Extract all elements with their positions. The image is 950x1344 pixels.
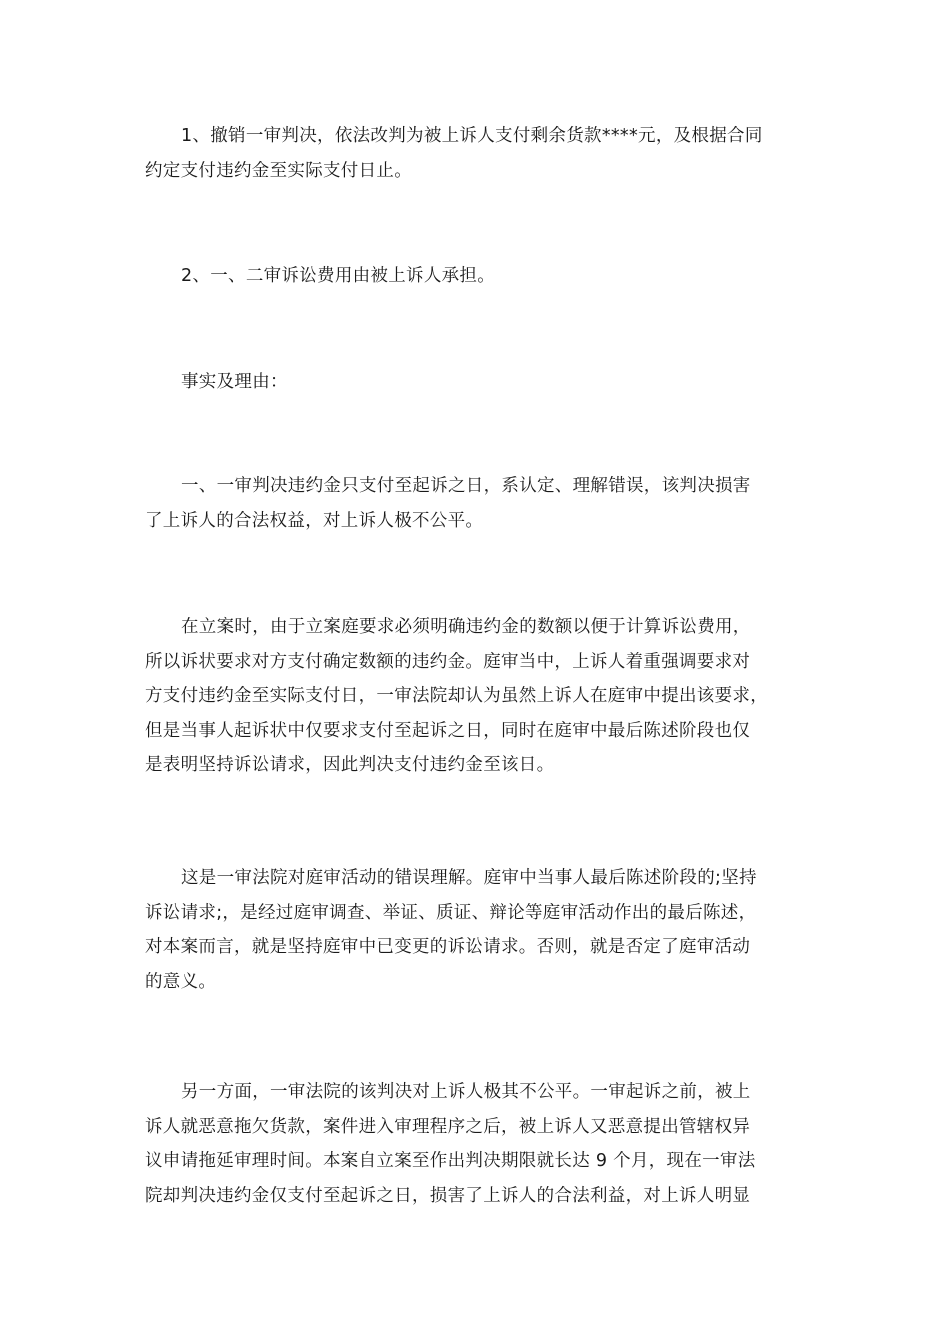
paragraph-unfairness xyxy=(145,1075,805,1213)
text-line: 诉人就恶意拖欠货款，案件进入审理程序之后，被上诉人又恶意提出管辖权异 xyxy=(145,1116,751,1137)
text-line: 这是一审法院对庭审活动的错误理解。庭审中当事人最后陈述阶段的;坚持 xyxy=(181,868,757,888)
text-line: 是表明坚持诉讼请求，因此判决支付违约金至该日。 xyxy=(145,755,555,775)
paragraph-heading-facts-reasons xyxy=(145,365,805,400)
text-line: 在立案时，由于立案庭要求必须明确违约金的数额以便于计算诉讼费用， xyxy=(181,617,751,637)
text-line: 但是当事人起诉状中仅要求支付至起诉之日，同时在庭审中最后陈述阶段也仅 xyxy=(145,720,751,741)
text-line: 了上诉人的合法权益，对上诉人极不公平。 xyxy=(145,510,484,531)
text-line: 所以诉状要求对方支付确定数额的违约金。庭审当中，上诉人着重强调要求对 xyxy=(145,651,751,672)
text-line: 约定支付违约金至实际支付日止。 xyxy=(145,160,412,181)
text-line: 1、撤销一审判决，依法改判为被上诉人支付剩余货款****元，及根据合同 xyxy=(181,126,763,146)
paragraph-reason-1 xyxy=(145,469,805,538)
text-line: 方支付违约金至实际支付日，一审法院却认为虽然上诉人在庭审中提出该要求， xyxy=(145,686,768,706)
text-line: 另一方面，一审法院的该判决对上诉人极其不公平。一审起诉之前，被上 xyxy=(181,1082,751,1102)
text-line: 对本案而言，就是坚持庭审中已变更的诉讼请求。否则，就是否定了庭审活动 xyxy=(145,937,751,957)
text-line: 的意义。 xyxy=(145,971,217,992)
text-line: 2、一、二审诉讼费用由被上诉人承担。 xyxy=(181,266,496,286)
text-line: 院却判决违约金仅支付至起诉之日，损害了上诉人的合法利益，对上诉人明显 xyxy=(145,1185,751,1206)
text-line: 诉讼请求;，是经过庭审调查、举证、质证、辩论等庭审活动作出的最后陈述， xyxy=(145,902,757,923)
paragraph-appeal-request-2 xyxy=(145,259,805,294)
paragraph-appeal-request-1 xyxy=(145,119,805,188)
text-line: 一、一审判决违约金只支付至起诉之日，系认定、理解错误，该判决损害 xyxy=(181,476,751,496)
text-line: 事实及理由： xyxy=(181,372,288,392)
paragraph-misunderstanding xyxy=(145,861,805,999)
text-line: 议申请拖延审理时间。本案自立案至作出判决期限就长达 9 个月，现在一审法 xyxy=(145,1151,756,1171)
paragraph-filing-background xyxy=(145,610,805,783)
